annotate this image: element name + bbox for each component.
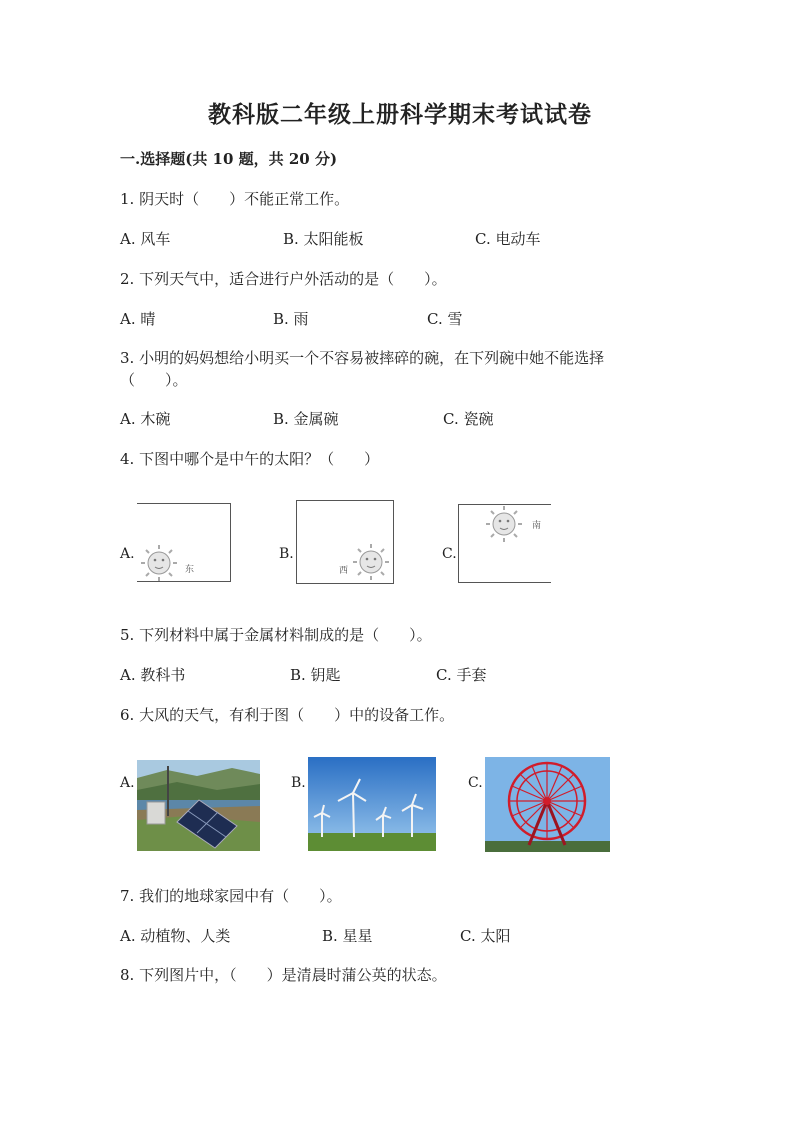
q6-figure-label-b: B. xyxy=(291,775,306,791)
q1-option-b: B. 太阳能板 xyxy=(283,230,364,248)
q5-option-b: B. 钥匙 xyxy=(290,666,341,684)
q2-option-b: B. 雨 xyxy=(273,310,309,328)
q6-figure-label-a: A. xyxy=(120,775,135,791)
direction-label-east: 东 xyxy=(185,565,195,575)
q5-option-a: A. 教科书 xyxy=(120,666,186,684)
q4-figure-c xyxy=(458,504,551,583)
question-3-stem-line1: 3. 小明的妈妈想给小明买一个不容易被摔碎的碗，在下列碗中她不能选择 xyxy=(120,349,605,367)
q4-figure-a xyxy=(137,503,231,582)
question-4-stem: 4. 下图中哪个是中午的太阳？（ ） xyxy=(120,450,380,468)
question-3-stem-line2: （ ）。 xyxy=(120,371,188,389)
q3-option-a: A. 木碗 xyxy=(120,410,171,428)
q1-option-c: C. 电动车 xyxy=(475,230,541,248)
q7-option-c: C. 太阳 xyxy=(460,927,511,945)
ferris-wheel-image xyxy=(485,757,610,852)
sun-icon xyxy=(459,505,551,582)
q2-option-a: A. 晴 xyxy=(120,310,156,328)
q7-option-b: B. 星星 xyxy=(322,927,373,945)
wind-turbine-image xyxy=(308,757,436,851)
q5-option-c: C. 手套 xyxy=(436,666,487,684)
q3-option-b: B. 金属碗 xyxy=(273,410,339,428)
q3-option-c: C. 瓷碗 xyxy=(443,410,494,428)
q1-option-a: A. 风车 xyxy=(120,230,171,248)
question-1-stem: 1. 阴天时（ ）不能正常工作。 xyxy=(120,190,350,208)
question-5-stem: 5. 下列材料中属于金属材料制成的是（ ）。 xyxy=(120,626,432,644)
page-title: 教科版二年级上册科学期末考试试卷 xyxy=(208,101,592,128)
q6-figure-label-c: C. xyxy=(468,775,483,791)
sun-icon xyxy=(137,504,230,581)
question-2-stem: 2. 下列天气中，适合进行户外活动的是（ ）。 xyxy=(120,270,447,288)
question-7-stem: 7. 我们的地球家园中有（ ）。 xyxy=(120,887,342,905)
q4-figure-label-c: C. xyxy=(442,546,457,562)
direction-label-west: 西 xyxy=(339,566,349,576)
q4-figure-label-b: B. xyxy=(279,546,294,562)
section-heading: 一.选择题(共 10 题，共 20 分) xyxy=(120,150,338,168)
q2-option-c: C. 雪 xyxy=(427,310,463,328)
solar-panel-image xyxy=(137,760,260,851)
question-8-stem: 8. 下列图片中，（ ）是清晨时蒲公英的状态。 xyxy=(120,966,447,984)
question-6-stem: 6. 大风的天气，有利于图（ ）中的设备工作。 xyxy=(120,706,455,724)
q4-figure-b xyxy=(296,500,394,584)
q4-figure-label-a: A. xyxy=(120,546,135,562)
q7-option-a: A. 动植物、人类 xyxy=(120,927,231,945)
direction-label-south: 南 xyxy=(532,521,542,531)
